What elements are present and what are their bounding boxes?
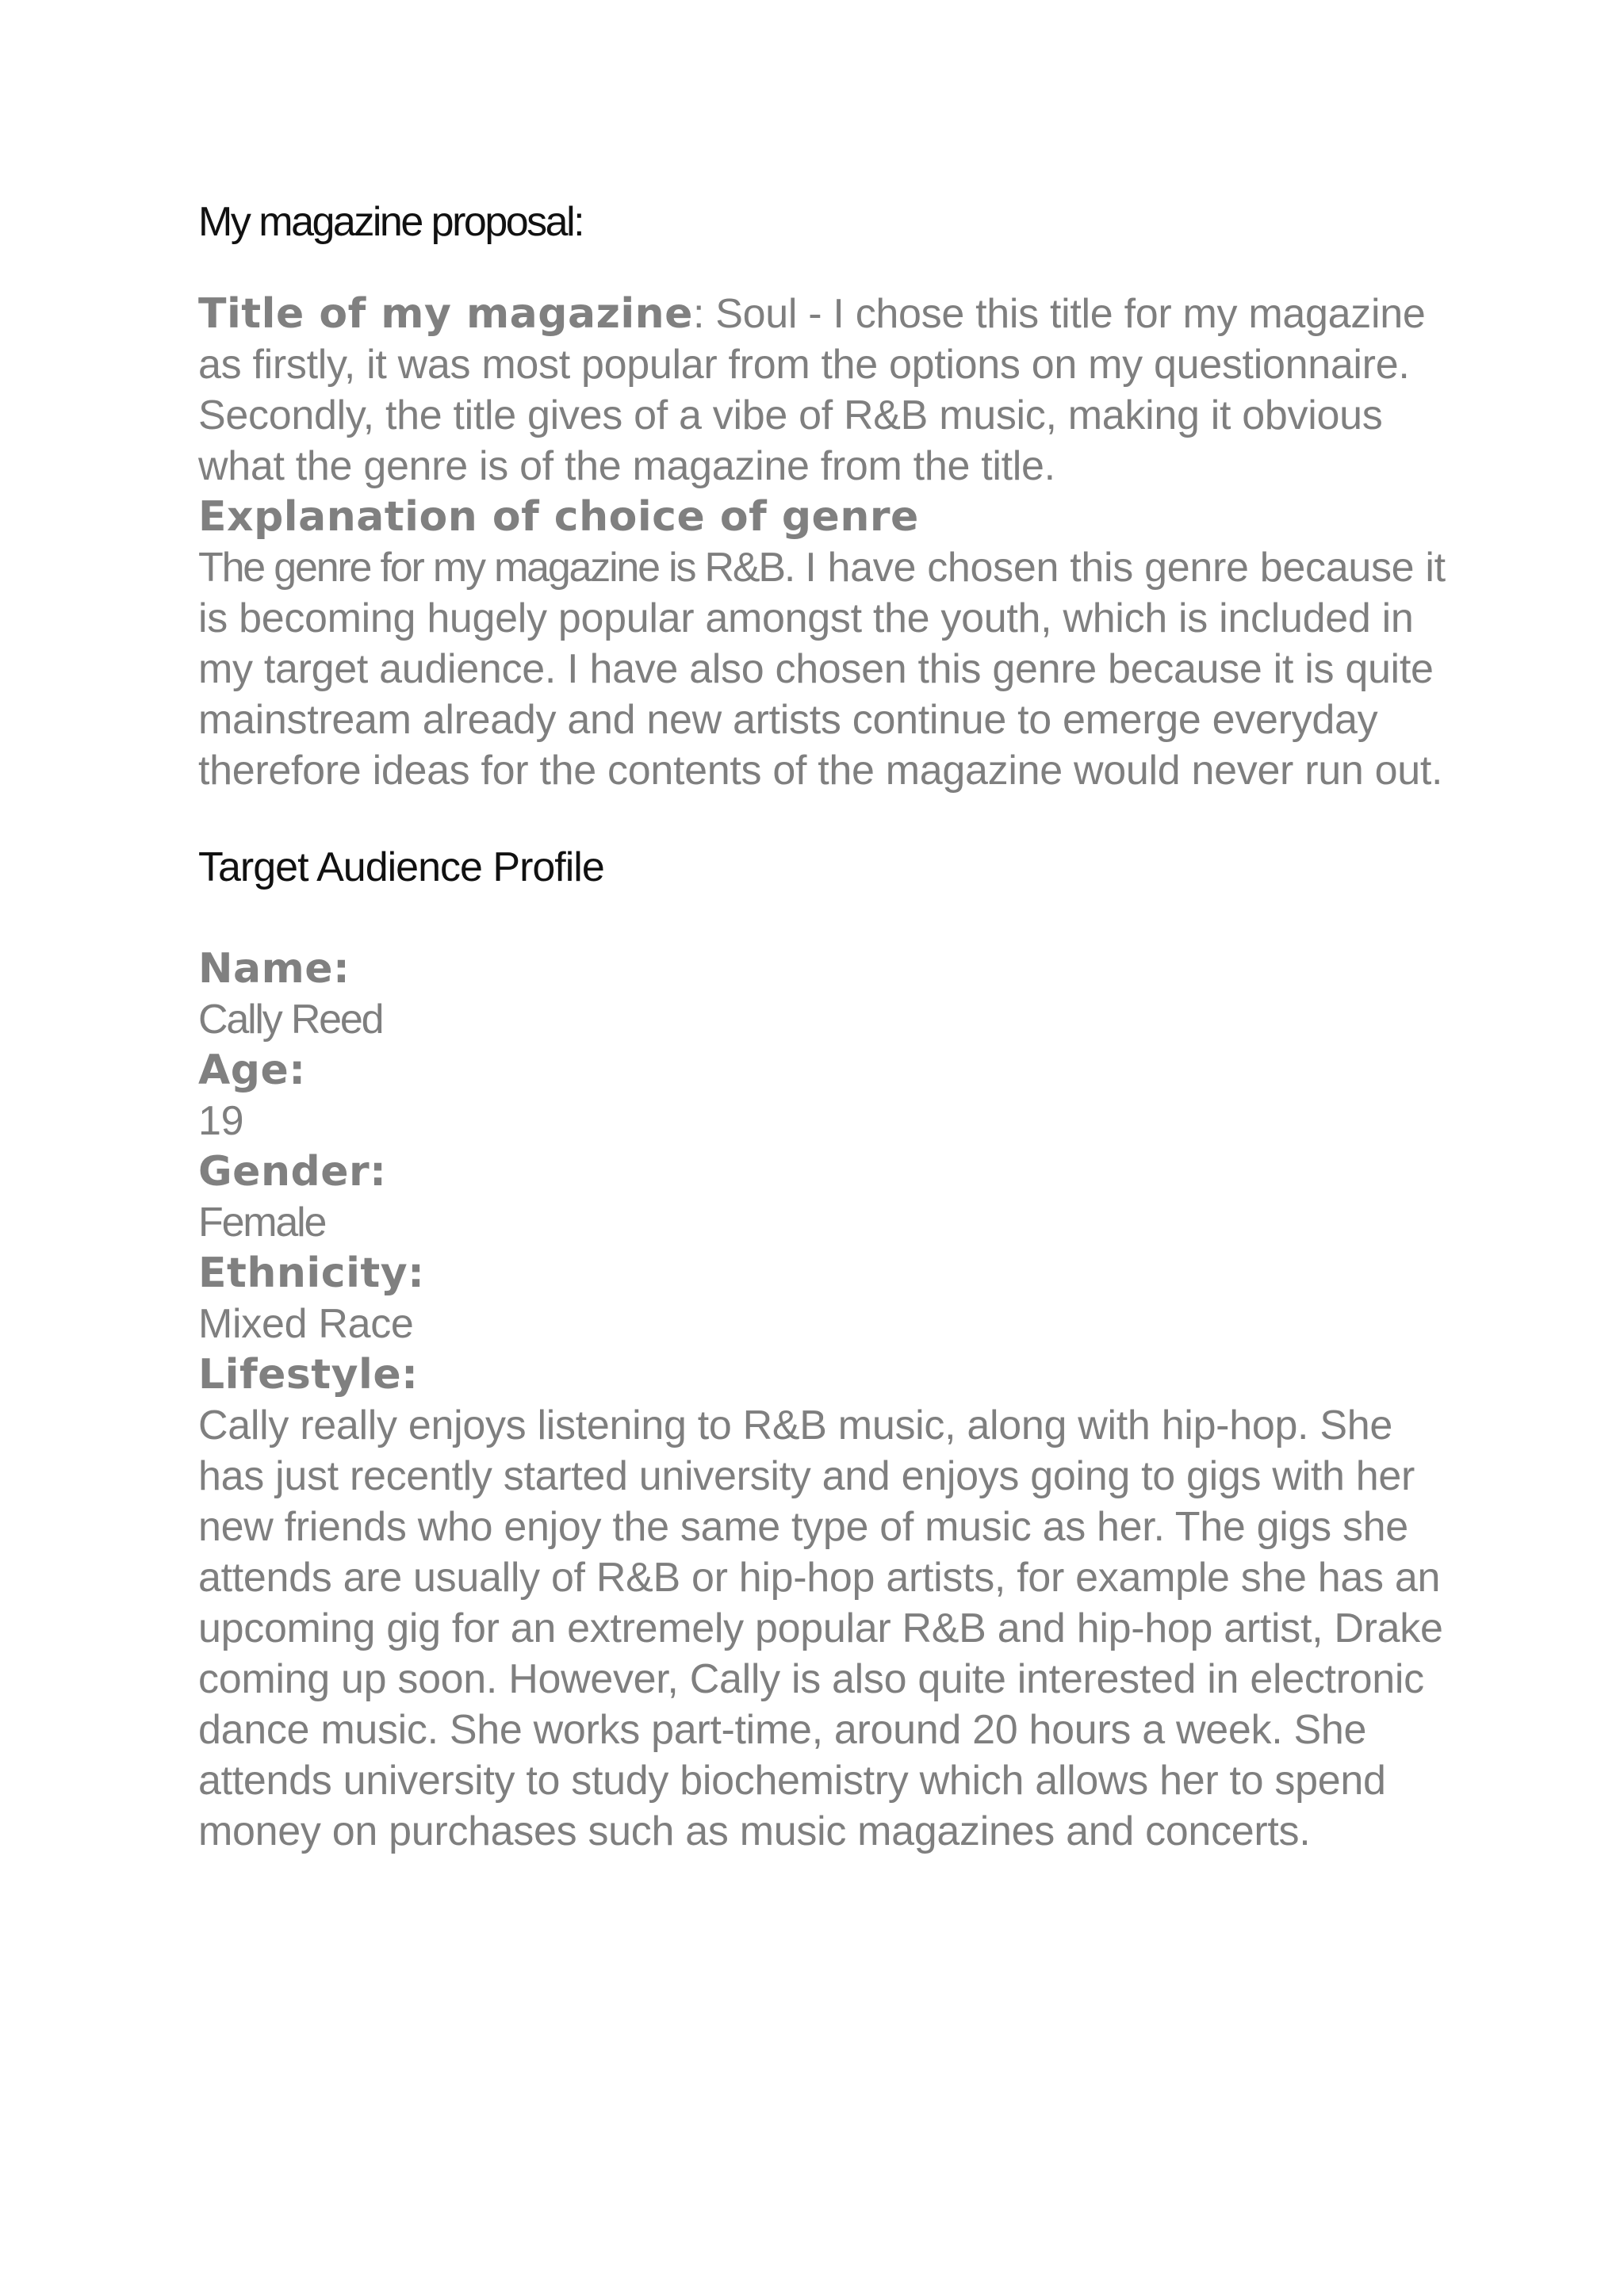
age-value: 19 xyxy=(198,1098,244,1144)
genre-heading: Explanation of choice of genre xyxy=(198,493,919,541)
title-label: Title of my magazine xyxy=(198,290,693,338)
gender-label: Gender: xyxy=(198,1148,387,1196)
title-paragraph xyxy=(198,289,1451,492)
genre-text-lead: The genre for my magazine is R&B. xyxy=(198,545,795,591)
genre-text-rest: I have chosen this genre because it is becoming hugely popular amongst the youth, which is included in my target audience. I have also chosen this genre because it is quite mainstream already and new artists continue to emerge everyday therefore ideas for the contents of the magazine would never run out. xyxy=(198,545,1446,794)
name-value: Cally Reed xyxy=(198,997,383,1043)
lifestyle-label: Lifestyle: xyxy=(198,1351,419,1399)
name-label: Name: xyxy=(198,945,350,993)
document-page xyxy=(198,197,1451,1857)
profile-heading: Target Audience Profile xyxy=(198,844,604,890)
spacer xyxy=(198,796,1451,842)
genre-paragraph xyxy=(198,542,1451,796)
gender-value: Female xyxy=(198,1200,326,1246)
page-heading: My magazine proposal: xyxy=(198,199,584,245)
lifestyle-value: Cally really enjoys listening to R&B music, along with hip-hop. She has just recently started university and enjoys going to gigs with her new friends who enjoy the same type of music as her. The gigs she attends are usually of R&B or hip-hop artists, for example she has an upcoming gig for an extremely popular R&B and hip-hop artist, Drake coming up soon. However, Cally is also quite interested in electronic dance music. She works part-time, around 20 hours a week. She attends university to study biochemistry which allows her to spend money on purchases such as music magazines and concerts. xyxy=(198,1402,1443,1854)
ethnicity-label: Ethnicity: xyxy=(198,1249,425,1297)
title-text: : Soul - I chose this title for my magazine as firstly, it was most popular from the options on my questionnaire. Secondly, the title gives of a vibe of R&B music, making it obvious what the genre is of the magazine from the title. xyxy=(198,291,1426,489)
age-label: Age: xyxy=(198,1047,306,1094)
ethnicity-value: Mixed Race xyxy=(198,1301,414,1347)
spacer xyxy=(198,893,1451,943)
spacer xyxy=(198,247,1451,289)
